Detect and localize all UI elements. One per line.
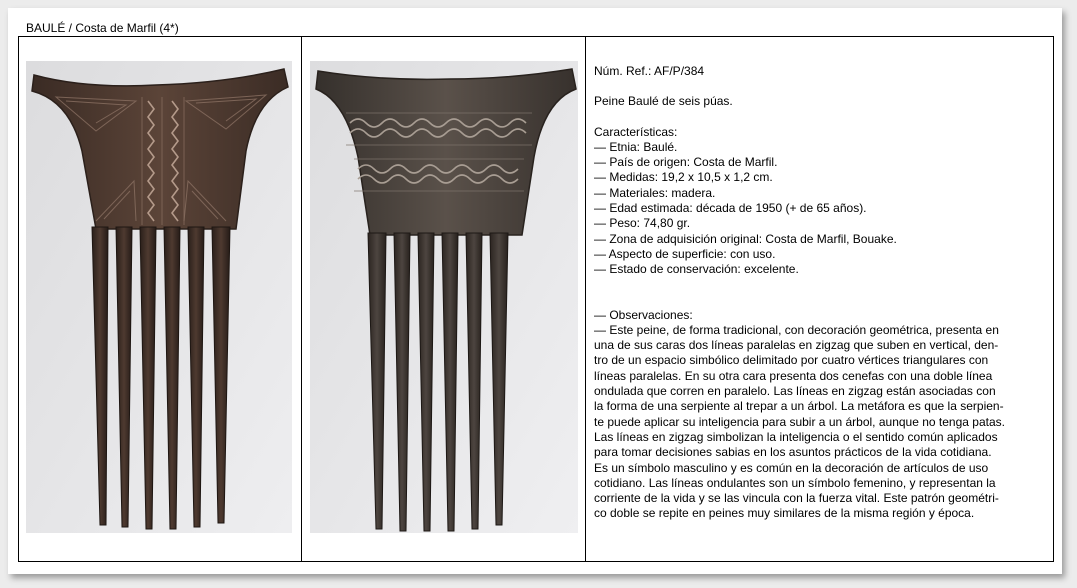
characteristic-item: — Medidas: 19,2 x 10,5 x 1,2 cm. bbox=[594, 170, 773, 185]
comb-front-photo bbox=[26, 61, 292, 533]
comb-back-photo bbox=[310, 61, 578, 533]
observation-line: la forma de una serpiente al trepar a un árbol. La metáfora es que la serpien- bbox=[594, 399, 1004, 414]
observation-line: co doble se repite en peines muy similares de la misma región y época. bbox=[594, 506, 975, 521]
observation-line: ondulada que corren en paralelo. Las líneas en zigzag están asociadas con bbox=[594, 384, 996, 399]
observations-title: — Observaciones: bbox=[594, 307, 693, 322]
observation-line: cotidiano. Las líneas ondulantes son un símbolo femenino, y representan la bbox=[594, 475, 996, 490]
observation-line: corriente de la vida y se las vincula con la fuerza vital. Este patrón geométri- bbox=[594, 491, 999, 506]
characteristic-item: — Estado de conservación: excelente. bbox=[594, 262, 799, 277]
characteristic-item: — Etnia: Baulé. bbox=[594, 139, 678, 154]
characteristic-item: — Aspecto de superficie: con uso. bbox=[594, 246, 776, 261]
description-cell bbox=[586, 37, 1053, 561]
description-text bbox=[594, 64, 1054, 522]
observation-line: tro de un espacio simbólico delimitado por cuatro vértices triangulares con bbox=[594, 353, 989, 368]
characteristic-item: — Zona de adquisición original: Costa de Marfil, Bouake. bbox=[594, 231, 897, 246]
reference-number: Núm. Ref.: AF/P/384 bbox=[594, 64, 705, 78]
characteristic-item: — Edad estimada: década de 1950 (+ de 65 años). bbox=[594, 201, 867, 216]
characteristic-item: — Materiales: madera. bbox=[594, 185, 716, 200]
observation-line: líneas paralelas. En su otra cara presenta dos cenefas con una doble línea bbox=[594, 368, 993, 383]
characteristics-title: Características: bbox=[594, 124, 678, 139]
catalog-table bbox=[18, 36, 1054, 562]
observation-line: te puede aplicar su inteligencia para subir a un árbol, aunque no tenga patas. bbox=[594, 414, 1005, 429]
characteristic-item: — País de origen: Costa de Marfil. bbox=[594, 155, 778, 170]
photo-cell-front bbox=[19, 37, 302, 561]
observation-line: — Este peine, de forma tradicional, con decoración geométrica, presenta en bbox=[594, 322, 999, 337]
sheet-title: BAULÉ / Costa de Marfil (4*) bbox=[26, 21, 179, 35]
item-summary: Peine Baulé de seis púas. bbox=[594, 94, 733, 109]
observation-line: una de sus caras dos líneas paralelas en zigzag que suben en vertical, den- bbox=[594, 338, 999, 353]
observation-line: para tomar decisiones sabias en los asuntos prácticos de la vida cotidiana. bbox=[594, 445, 992, 460]
observation-line: Es un símbolo masculino y es común en la decoración de artículos de uso bbox=[594, 460, 989, 475]
characteristic-item: — Peso: 74,80 gr. bbox=[594, 216, 691, 231]
photo-cell-back bbox=[302, 37, 586, 561]
catalog-sheet bbox=[8, 8, 1062, 574]
observation-line: Las líneas en zigzag simbolizan la inteligencia o el sentido común aplicados bbox=[594, 429, 998, 444]
